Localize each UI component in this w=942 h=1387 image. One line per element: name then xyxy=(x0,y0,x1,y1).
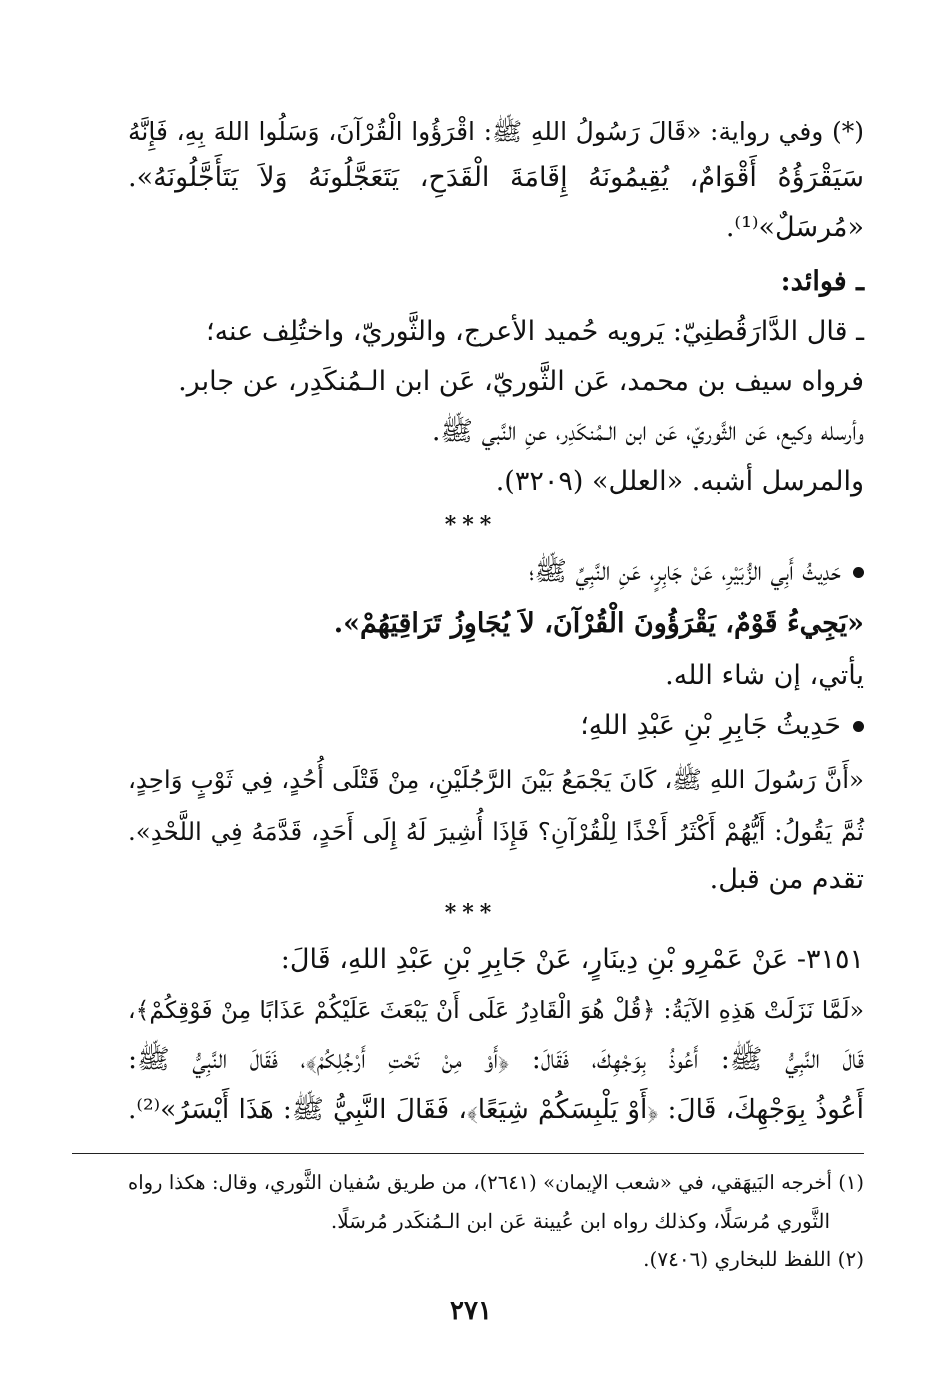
footnote-line: (٢) اللفظ للبخاري (٧٤٠٦). xyxy=(643,1247,864,1271)
bullet-icon xyxy=(853,721,864,732)
hadith-text: «يَجِيءُ قَوْمٌ، يَقْرَؤُونَ الْقُرْآنَ، لاَ يُجَاوِزُ تَرَاقِيَهُمْ». xyxy=(333,608,864,639)
hadith-text: «لَمَّا نَزَلَتْ هَذِهِ الآيَةُ: ﴿قُلْ هُوَ الْقَادِرُ عَلَى أَنْ يَبْعَثَ عَلَيْكُمْ عَذَابًا مِنْ فَوْقِكُمْ﴾، xyxy=(128,996,864,1024)
hadith-heading xyxy=(128,552,864,592)
section-heading: ـ فوائد: xyxy=(780,266,864,297)
section-separator: *** xyxy=(444,900,498,926)
text-line: فرواه سيف بن محمد، عَن الثَّوريّ، عَن ابن الـمُنكَدِر، عن جابر. xyxy=(178,366,864,397)
section-separator: *** xyxy=(444,512,498,538)
text-line: يأتي، إن شاء الله. xyxy=(665,660,864,691)
text-line: (*) وفي رواية: «قَالَ رَسُولُ اللهِ ﷺ: اقْرَؤُوا الْقُرْآنَ، وَسَلُوا اللهَ بِهِ، فَإِنَّهُ xyxy=(128,117,864,146)
hadith-text: قَالَ النَّبِيُّ ﷺ: أَعُوذُ بِوَجْهِكَ، فَقَالَ: ﴿أَوْ مِنْ تَحْتِ أَرْجُلِكُمْ﴾، فَقَالَ النَّبِيُّ ﷺ: xyxy=(128,1044,864,1075)
hadith-title: حَدِيثُ جَابِرِ بْنِ عَبْدِ اللهِ؛ xyxy=(580,710,841,741)
footnote-line: الثَّوري مُرسَلًا، وكذلك رواه ابن عُيينة عَن ابن الـمُنكَدر مُرسَلًا. xyxy=(330,1209,830,1233)
hadith-heading xyxy=(128,706,864,746)
hadith-isnad: ٣١٥١- عَنْ عَمْرِو بْنِ دِينَارٍ، عَنْ جَابِرِ بْنِ عَبْدِ اللهِ، قَالَ: xyxy=(280,944,864,975)
hadith-text: أَعُوذُ بِوَجْهِكَ، قَالَ: ﴿أَوْ يَلْبِسَكُمْ شِيَعًا﴾، فَقَالَ النَّبِيُّ ﷺ: هَذَا أَيْسَرُ»⁽²⁾. xyxy=(128,1094,864,1125)
hadith-text: ثُمَّ يَقُولُ: أَيُّهُمْ أَكْثَرُ أَخْذًا لِلْقُرْآنِ؟ فَإِذَا أُشِيرَ لَهُ إِلَى أَحَدٍ، قَدَّمَهُ فِي اللَّحْدِ». xyxy=(128,817,864,846)
text-line: تقدم من قبل. xyxy=(709,864,864,895)
bullet-icon xyxy=(853,567,864,578)
footnote-line: (١) أخرجه البَيهَقي، في «شعب الإيمان» (٢٦٤١)، من طريق سُفيان الثَّوري، وقال: هكذا رواه xyxy=(128,1171,865,1194)
text-line: وأرسله وكيع، عَن الثَّوريّ، عَن ابن الـمُنكَدِر، عنِ النَّبي ﷺ. xyxy=(431,416,864,447)
text-line: سَيَقْرَؤُهُ أَقْوَامٌ، يُقِيمُونَهُ إِقَامَةَ الْقَدَحِ، يَتَعَجَّلُونَهُ وَلاَ يَتَأَجَّلُونَهُ». xyxy=(128,162,864,193)
text-line: ـ قال الدَّارَقُطنِيّ: يَرويه حُميد الأعرج، والثَّوريّ، واختُلِف عنه؛ xyxy=(205,316,864,347)
text-line: والمرسل أشبه. «العلل» (٣٢٠٩). xyxy=(495,466,864,497)
hadith-text: «أَنَّ رَسُولَ اللهِ ﷺ، كَانَ يَجْمَعُ بَيْنَ الرَّجُلَيْنِ، مِنْ قَتْلَى أُحُدٍ، فِي ثَوْبٍ وَاحِدٍ، xyxy=(128,765,864,794)
page-number: ٢٧١ xyxy=(450,1296,492,1326)
footnote-divider xyxy=(72,1153,864,1154)
hadith-title: حَدِيثُ أَبِي الزُّبَيْرِ، عَنْ جَابِرٍ، عَنِ النَّبِيِّ ﷺ؛ xyxy=(528,556,841,587)
text-line: «مُرسَلٌ»⁽¹⁾. xyxy=(725,212,864,243)
